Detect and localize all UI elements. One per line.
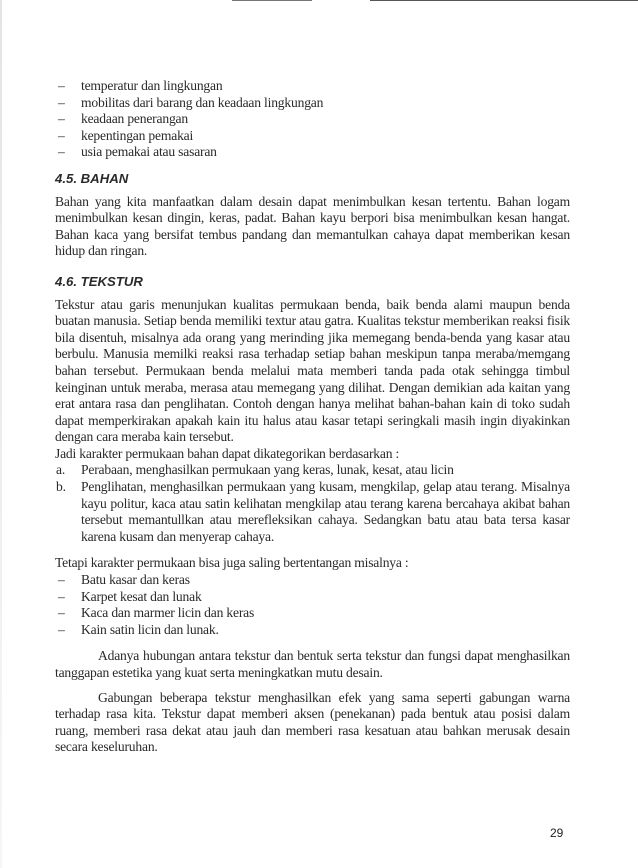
categories-intro: Jadi karakter permukaan bahan dapat dikategorikan berdasarkan : [55, 445, 400, 461]
list-item [55, 462, 570, 479]
categories-list [55, 462, 570, 545]
list-item: – keadaan penerangan [55, 111, 570, 128]
list-item-text: Perabaan, menghasilkan permukaan yang keras, lunak, kesat, atau licin [81, 462, 454, 478]
list-item: – mobilitas dari barang dan keadaan lingkungan [55, 95, 570, 112]
paragraph-tekstur-bentuk: Adanya hubungan antara tekstur dan bentuk serta tekstur dan fungsi dapat menghasilkan tanggapan estetika yang kuat serta meningkatkan mutu desain. [55, 648, 570, 680]
section-heading-tekstur: 4.6. TEKSTUR [55, 273, 143, 289]
paragraph-tekstur-intro: Tekstur atau garis menunjukan kualitas permukaan benda, baik benda alami maupun benda buatan manusia. Setiap benda memiliki textur atau gatra. Kualitas tekstur memberikan reaksi fisik bila disentuh, misalnya ada orang yang merinding jika memegang benda-benda yang kasar atau berbulu. Manusia memilki reaksi rasa terhadap setiap bahan meskipun tanpa meraba/memgang bahan tersebut. Permukaan benda melalui mata memberi tanda pada otak sehingga timbul keinginan untuk meraba, merasa atau memegang yang dilihat. Dengan demikian ada kaitan yang erat antara rasa dan penglihatan. Contoh dengan hanya melihat bahan-bahan kain di toko sudah dapat memperkirakan apakah kain itu halus atau kasar tetapi seringkali masih ingin diyakinkan dengan cara meraba kain tersebut. [55, 296, 570, 445]
list-item: – Kain satin licin dan lunak. [55, 622, 570, 639]
list-item-text: Penglihatan, menghasilkan permukaan yang kusam, mengkilap, gelap atau terang. Misalnya kayu politur, kaca atau satin kelihatan mengkilap atau terang karena bercahaya akibat bahan tersebut memantullkan atau merefleksikan cahaya. Sedangkan batu atau bata tersa kasar karena kusam dan menyerap cahaya. [81, 479, 570, 544]
list-item: – usia pemakai atau sasaran [55, 144, 570, 161]
page-content [55, 78, 570, 756]
list-marker: b. [56, 479, 66, 495]
contrast-dash-list [55, 572, 570, 638]
top-scan-line-short [232, 0, 312, 1]
contrast-intro: Tetapi karakter permukaan bisa juga saling bertentangan misalnya : [55, 555, 409, 571]
paragraph-bahan: Bahan yang kita manfaatkan dalam desain dapat menimbulkan kesan tertentu. Bahan logam menimbulkan kesan dingin, keras, padat. Bahan kayu berpori bisa menimbulkan kesan hangat. Bahan kaca yang bersifat tembus pandang dan memantulkan cahaya dapat memberikan kesan hidup dan ringan. [55, 193, 570, 259]
list-marker: a. [56, 462, 66, 478]
list-item: – Karpet kesat dan lunak [55, 589, 570, 606]
paragraph-gabungan-tekstur: Gabungan beberapa tekstur menghasilkan efek yang sama seperti gabungan warna terhadap rasa kita. Tekstur dapat memberi aksen (penekanan) pada bentuk atau posisi dalam ruang, memberi rasa dekat atau jauh dan memberi rasa kesatuan atau bahkan merusak desain secara keseluruhan. [55, 689, 570, 755]
page-number: 29 [550, 826, 564, 840]
list-item: – Kaca dan marmer licin dan keras [55, 605, 570, 622]
list-item: – kepentingan pemakai [55, 128, 570, 145]
list-item [55, 479, 570, 545]
list-item: – temperatur dan lingkungan [55, 78, 570, 95]
scan-edge-shadow [0, 0, 2, 868]
section-heading-bahan: 4.5. BAHAN [55, 170, 129, 186]
top-scan-line [370, 0, 638, 1]
list-item: – Batu kasar dan keras [55, 572, 570, 589]
top-dash-list [55, 78, 570, 161]
